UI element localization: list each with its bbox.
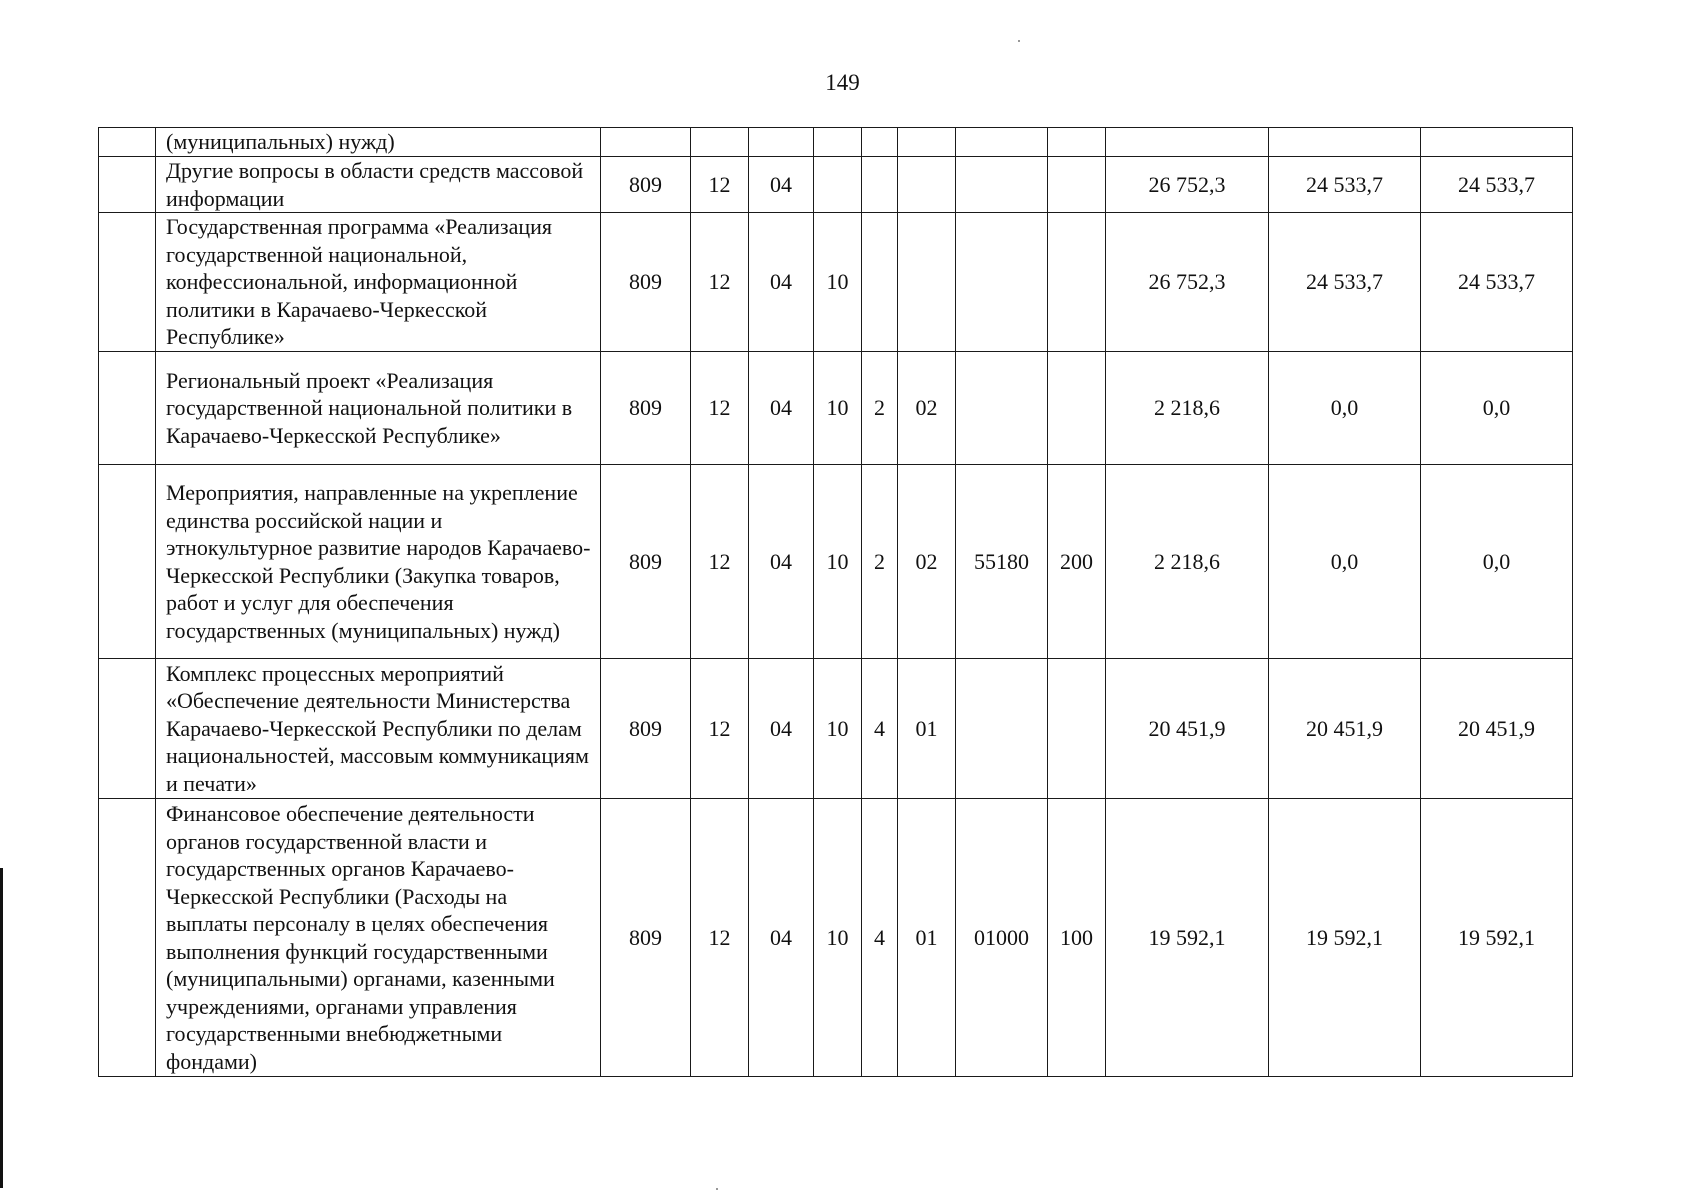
rz-cell: 12 — [691, 659, 749, 799]
table-row — [99, 157, 1573, 213]
direction-cell — [956, 659, 1048, 799]
subprogram-cell: 2 — [862, 352, 898, 465]
expense-type-cell — [1048, 352, 1106, 465]
pr-cell: 04 — [749, 465, 814, 659]
expense-type-cell: 100 — [1048, 799, 1106, 1077]
row-name-cell: (муниципальных) нужд) — [156, 128, 601, 157]
direction-cell — [956, 352, 1048, 465]
sum-year3-cell: 24 533,7 — [1421, 157, 1573, 213]
program-cell — [814, 128, 862, 157]
scan-edge-mark — [0, 868, 3, 1188]
budget-table — [98, 127, 1573, 1077]
pr-cell: 04 — [749, 213, 814, 352]
expense-type-cell — [1048, 157, 1106, 213]
table-row — [99, 352, 1573, 465]
project-cell: 02 — [898, 465, 956, 659]
rz-cell: 12 — [691, 465, 749, 659]
sum-year3-cell: 0,0 — [1421, 352, 1573, 465]
row-index-cell — [99, 128, 156, 157]
sum-year1-cell: 20 451,9 — [1106, 659, 1269, 799]
sum-year3-cell: 20 451,9 — [1421, 659, 1573, 799]
table-row — [99, 799, 1573, 1077]
pr-cell: 04 — [749, 352, 814, 465]
sum-year3-cell: 24 533,7 — [1421, 213, 1573, 352]
direction-cell: 01000 — [956, 799, 1048, 1077]
table-row — [99, 465, 1573, 659]
project-cell — [898, 128, 956, 157]
sum-year2-cell: 19 592,1 — [1269, 799, 1421, 1077]
program-cell: 10 — [814, 213, 862, 352]
scan-speck — [1018, 40, 1020, 42]
program-cell — [814, 157, 862, 213]
sum-year3-cell — [1421, 128, 1573, 157]
expense-type-cell — [1048, 659, 1106, 799]
row-index-cell — [99, 799, 156, 1077]
program-cell: 10 — [814, 799, 862, 1077]
row-index-cell — [99, 157, 156, 213]
direction-cell: 55180 — [956, 465, 1048, 659]
sum-year1-cell: 2 218,6 — [1106, 465, 1269, 659]
expense-type-cell: 200 — [1048, 465, 1106, 659]
subprogram-cell — [862, 157, 898, 213]
sum-year2-cell: 0,0 — [1269, 465, 1421, 659]
row-name-cell: Мероприятия, направленные на укрепление единства российской нации и этнокультурное развитие народов Карачаево-Черкесской Республики (Закупка товаров, работ и услуг для обеспечения государственных (муниципальных) нужд) — [156, 465, 601, 659]
sum-year1-cell: 2 218,6 — [1106, 352, 1269, 465]
sum-year3-cell: 19 592,1 — [1421, 799, 1573, 1077]
expense-type-cell — [1048, 128, 1106, 157]
subprogram-cell: 2 — [862, 465, 898, 659]
subprogram-cell: 4 — [862, 659, 898, 799]
row-index-cell — [99, 465, 156, 659]
program-cell: 10 — [814, 465, 862, 659]
gr-cell: 809 — [601, 352, 691, 465]
sum-year2-cell: 24 533,7 — [1269, 157, 1421, 213]
table-row — [99, 128, 1573, 157]
sum-year2-cell: 20 451,9 — [1269, 659, 1421, 799]
direction-cell — [956, 128, 1048, 157]
gr-cell: 809 — [601, 799, 691, 1077]
budget-table-wrapper — [98, 127, 1573, 1077]
subprogram-cell — [862, 128, 898, 157]
program-cell: 10 — [814, 659, 862, 799]
pr-cell: 04 — [749, 157, 814, 213]
sum-year1-cell: 26 752,3 — [1106, 213, 1269, 352]
row-index-cell — [99, 213, 156, 352]
pr-cell: 04 — [749, 659, 814, 799]
rz-cell — [691, 128, 749, 157]
project-cell: 01 — [898, 799, 956, 1077]
row-name-cell: Другие вопросы в области средств массовой информации — [156, 157, 601, 213]
subprogram-cell — [862, 213, 898, 352]
sum-year1-cell: 26 752,3 — [1106, 157, 1269, 213]
project-cell: 01 — [898, 659, 956, 799]
expense-type-cell — [1048, 213, 1106, 352]
scan-speck — [716, 1188, 718, 1190]
row-name-cell: Комплекс процессных мероприятий «Обеспечение деятельности Министерства Карачаево-Черкесской Республики по делам национальностей, массовым коммуникациям и печати» — [156, 659, 601, 799]
sum-year3-cell: 0,0 — [1421, 465, 1573, 659]
pr-cell: 04 — [749, 799, 814, 1077]
row-index-cell — [99, 352, 156, 465]
sum-year1-cell — [1106, 128, 1269, 157]
table-row — [99, 213, 1573, 352]
gr-cell: 809 — [601, 465, 691, 659]
rz-cell: 12 — [691, 799, 749, 1077]
sum-year2-cell: 24 533,7 — [1269, 213, 1421, 352]
sum-year2-cell — [1269, 128, 1421, 157]
row-name-cell: Финансовое обеспечение деятельности органов государственной власти и государственных органов Карачаево-Черкесской Республики (Расходы на выплаты персоналу в целях обеспечения выполнения функций государственными (муниципальными) органами, казенными учреждениями, органами управления государственными внебюджетными фондами) — [156, 799, 601, 1077]
pr-cell — [749, 128, 814, 157]
gr-cell: 809 — [601, 157, 691, 213]
row-name-cell: Региональный проект «Реализация государственной национальной политики в Карачаево-Черкесской Республике» — [156, 352, 601, 465]
page-number: 149 — [825, 70, 860, 95]
project-cell — [898, 213, 956, 352]
row-name-cell: Государственная программа «Реализация государственной национальной, конфессиональной, информационной политики в Карачаево-Черкесской Республике» — [156, 213, 601, 352]
rz-cell: 12 — [691, 352, 749, 465]
table-row — [99, 659, 1573, 799]
direction-cell — [956, 213, 1048, 352]
sum-year1-cell: 19 592,1 — [1106, 799, 1269, 1077]
rz-cell: 12 — [691, 157, 749, 213]
row-index-cell — [99, 659, 156, 799]
program-cell: 10 — [814, 352, 862, 465]
gr-cell — [601, 128, 691, 157]
gr-cell: 809 — [601, 213, 691, 352]
rz-cell: 12 — [691, 213, 749, 352]
direction-cell — [956, 157, 1048, 213]
gr-cell: 809 — [601, 659, 691, 799]
project-cell — [898, 157, 956, 213]
subprogram-cell: 4 — [862, 799, 898, 1077]
project-cell: 02 — [898, 352, 956, 465]
sum-year2-cell: 0,0 — [1269, 352, 1421, 465]
